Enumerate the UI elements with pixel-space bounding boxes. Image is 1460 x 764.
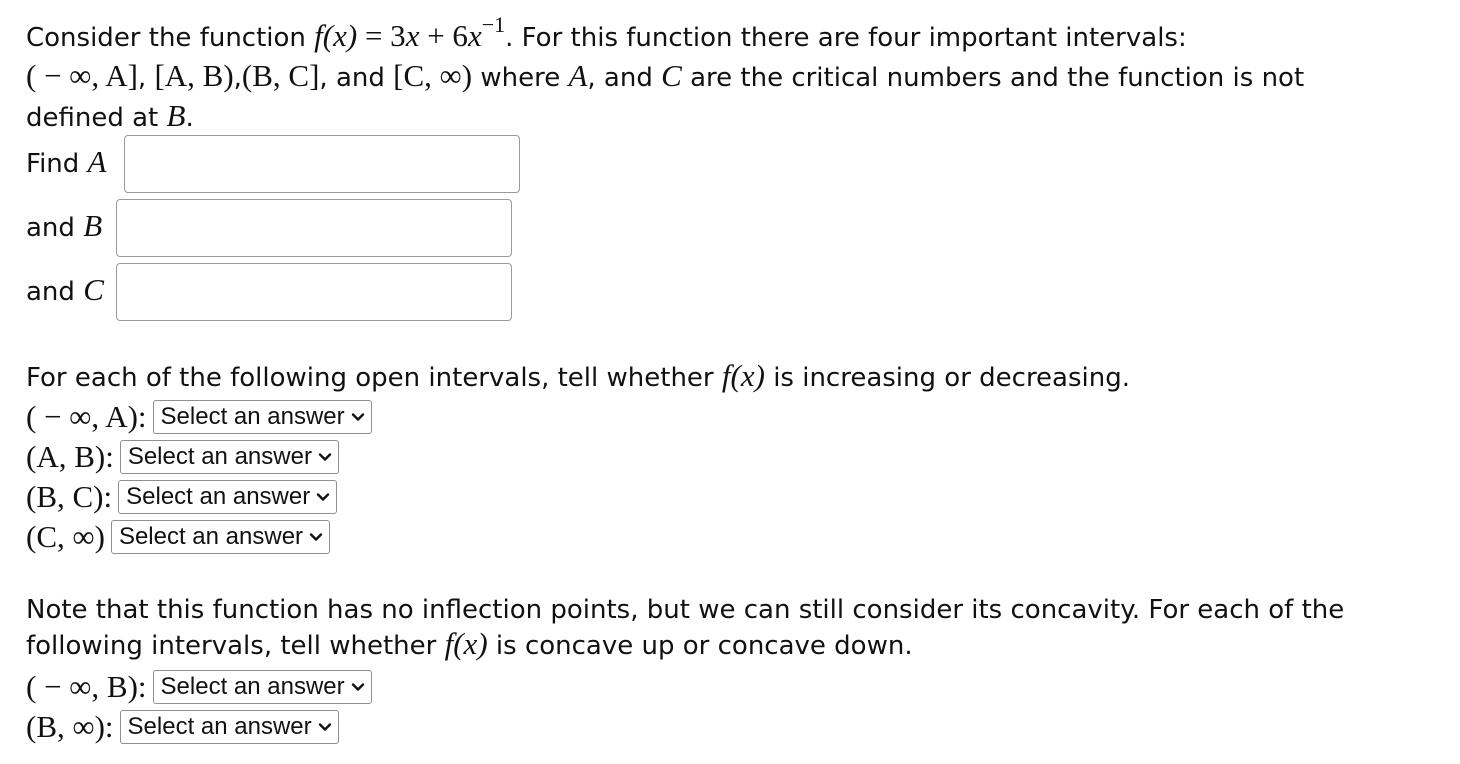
select-value: Select an answer [160,403,345,430]
intro-text: defined at [26,103,159,133]
concavity-select-1[interactable] [153,670,372,704]
chevron-down-icon [309,530,323,544]
math-plus: + 6 [419,18,468,53]
select-value: Select an answer [126,483,311,510]
select-value: Select an answer [160,673,345,700]
function-notation: f(x) [314,18,358,53]
concavity-note-line-2: following intervals, tell whether f(x) is concave up or concave down. [26,626,913,661]
chevron-down-icon [351,680,365,694]
interval-label: (B, ∞): [26,709,114,744]
interval-4: [C, ∞) [393,58,473,93]
and-b-label: and B [26,208,103,243]
math-var-b: B [166,98,186,133]
concavity-row-1 [26,668,372,706]
intro-text: are the critical numbers and the function is not [690,63,1305,93]
monotonic-prompt: For each of the following open intervals, tell whether f(x) is increasing or decreasing. [26,358,1131,393]
select-value: Select an answer [127,443,312,470]
chevron-down-icon [316,490,330,504]
monotonic-row-3 [26,478,337,516]
intro-text: where [480,63,561,93]
concavity-note-line-1: Note that this function has no inflection points, but we can still consider its concavity. For each of the [26,595,1345,625]
interval-3: (B, C] [241,58,320,93]
concavity-row-2 [26,708,339,746]
chevron-down-icon [318,450,332,464]
select-value: Select an answer [118,523,304,550]
math-equals: = 3 [357,18,406,53]
math-var-a: A [568,58,588,93]
math-var: x [405,18,420,53]
monotonic-select-2[interactable] [120,440,339,474]
interval-label: ( − ∞, A): [26,399,147,434]
select-value: Select an answer [127,713,312,740]
interval-1: ( − ∞, A] [26,58,138,93]
function-notation: f(x) [721,358,765,393]
intro-text: Consider the function [26,23,306,53]
intro-line-1 [26,12,1187,57]
math-var: x [467,18,482,53]
monotonic-row-1 [26,398,372,436]
monotonic-select-4[interactable] [111,520,330,554]
monotonic-select-3[interactable] [118,480,337,514]
period: . [185,103,194,133]
math-var-c: C [661,58,682,93]
interval-label: (A, B): [26,439,114,474]
answer-b-input[interactable] [116,199,512,257]
intro-line-2 [26,58,1304,96]
intro-text: , and [319,63,385,93]
comma: , [137,63,147,93]
find-a-label: Find A [26,144,107,179]
interval-2: [A, B) [154,58,234,93]
math-exponent: −1 [481,12,506,37]
intro-text: . For this function there are four important intervals: [505,23,1187,53]
chevron-down-icon [351,410,365,424]
and-c-label: and C [26,272,104,307]
interval-label: (B, C): [26,479,113,514]
interval-label: ( − ∞, B): [26,669,147,704]
interval-label: (C, ∞) [26,519,105,554]
intro-line-3 [26,98,194,136]
monotonic-select-1[interactable] [153,400,372,434]
monotonic-row-4 [26,518,330,556]
answer-a-input[interactable] [124,135,520,193]
comma: , [233,63,242,93]
intro-text: , and [587,63,653,93]
concavity-select-2[interactable] [120,710,339,744]
chevron-down-icon [318,720,332,734]
answer-c-input[interactable] [116,263,512,321]
function-notation: f(x) [444,626,488,661]
monotonic-row-2 [26,438,339,476]
